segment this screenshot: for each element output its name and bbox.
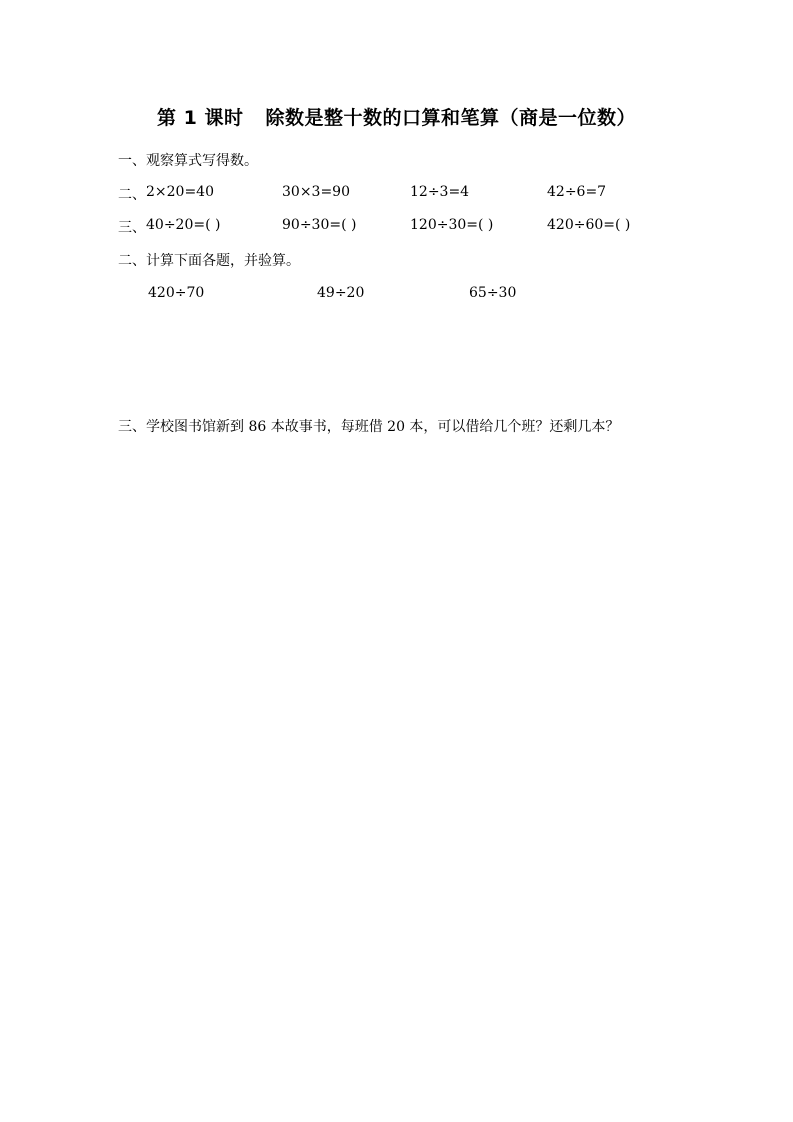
row-a-item: 12÷3=4 [410,184,470,200]
row-a-label: 二、 [118,187,146,203]
calc-item: 420÷70 [148,285,205,301]
section3-word-problem: 三、学校图书馆新到 86 本故事书，每班借 20 本，可以借给几个班？还剩几本？ [118,419,620,435]
section1-heading: 一、观察算式写得数。 [118,153,258,169]
section2-heading: 二、计算下面各题，并验算。 [118,253,300,269]
row-a-item: 2×20=40 [146,184,214,200]
row-b-item: 420÷60=( ) [547,217,631,233]
row-b-item: 90÷30=( ) [282,217,357,233]
calc-item: 49÷20 [317,285,365,301]
row-b-item: 120÷30=( ) [410,217,494,233]
title-lesson-number: 第 1 课时 [157,107,244,129]
page-title [0,103,793,130]
row-b-item: 40÷20=( ) [146,217,221,233]
row-a-item: 42÷6=7 [547,184,607,200]
row-a-item: 30×3=90 [282,184,350,200]
calc-item: 65÷30 [469,285,517,301]
title-topic: 除数是整十数的口算和笔算（商是一位数） [265,107,636,129]
row-b-label: 三、 [118,220,146,236]
